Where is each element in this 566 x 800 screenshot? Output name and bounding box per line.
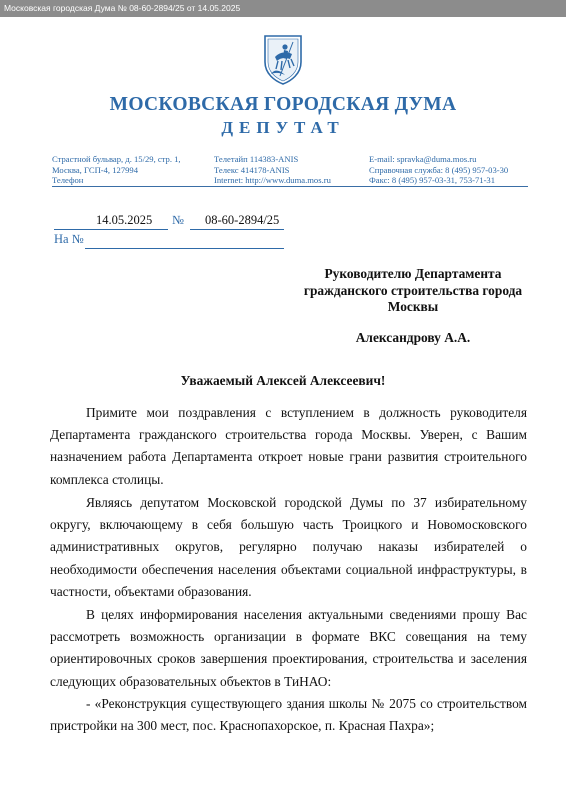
salutation: Уважаемый Алексей Алексеевич! [180,373,386,388]
body-list-item: - «Реконструкция существующего здания школы № 2075 со строительством пристройки на 300 мест, пос. Краснопахорское, п. Красная Пахра»; [50,696,527,734]
date-underline [54,229,168,230]
organization-role: ДЕПУТАТ [221,118,345,137]
body-paragraph: В целях информирования населения актуальными сведениями прошу Вас рассмотреть возможность организации в формате ВКС совещания на тему ориентировочных сроков завершения проектирования, строительства и заселения следующих образовательных объектов в ТиНАО: [50,607,527,689]
telecom-line: Internet: http://www.duma.mos.ru [214,175,331,186]
contact-telecom-block [214,154,331,186]
organization-name: МОСКОВСКАЯ ГОРОДСКАЯ ДУМА [109,94,457,115]
document-header-bar: Московская городская Дума № 08-60-2894/25 от 14.05.2025 [0,0,566,17]
addressee-name: Александрову А.А. [355,330,471,345]
document-number: 08-60-2894/25 [205,213,280,227]
moscow-coat-of-arms-icon [261,32,305,86]
reply-to-underline [85,248,284,249]
contact-service-block [369,154,508,186]
service-line: E-mail: spravka@duma.mos.ru [369,154,477,164]
contact-address-block [52,154,181,186]
addressee-block [295,266,531,316]
addressee-line: гражданского строительства города [303,282,523,298]
body-paragraph: Примите мои поздравления с вступлением в должность руководителя Департамента гражданского строительства города Москвы. Уверен, с Вашим назначением работа Департамента откроет новые грани развития строительного комплекса столицы. [50,405,527,487]
document-date: 14.05.2025 [96,213,153,227]
service-line: Факс: 8 (495) 957-03-31, 753-71-31 [369,175,496,186]
addressee-line: Москвы [387,299,439,314]
address-line: Телефон [52,175,84,186]
letterhead-divider [52,186,528,187]
number-sign: № [172,213,184,227]
address-line: Страстной бульвар, д. 15/29, стр. 1, [52,154,181,164]
number-underline [190,229,284,230]
telecom-line: Телетайп 114383-ANIS [214,154,299,164]
body-paragraph: Являясь депутатом Московской городской Думы по 37 избирательному округу, включающему в себя большую часть Троицкого и Новомосковского административных округов, регулярно получаю наказы избирателей о необходимости обеспечения населения объектами социальной инфраструктуры, в частности, объектами образования. [50,495,527,599]
addressee-line: Руководителю Департамента [324,266,502,281]
telecom-line: Телекс 414178-ANIS [214,164,290,175]
reply-to-label: На № [54,232,84,246]
address-line: Москва, ГСП-4, 127994 [52,164,139,175]
service-line: Справочная служба: 8 (495) 957-03-30 [369,164,509,175]
